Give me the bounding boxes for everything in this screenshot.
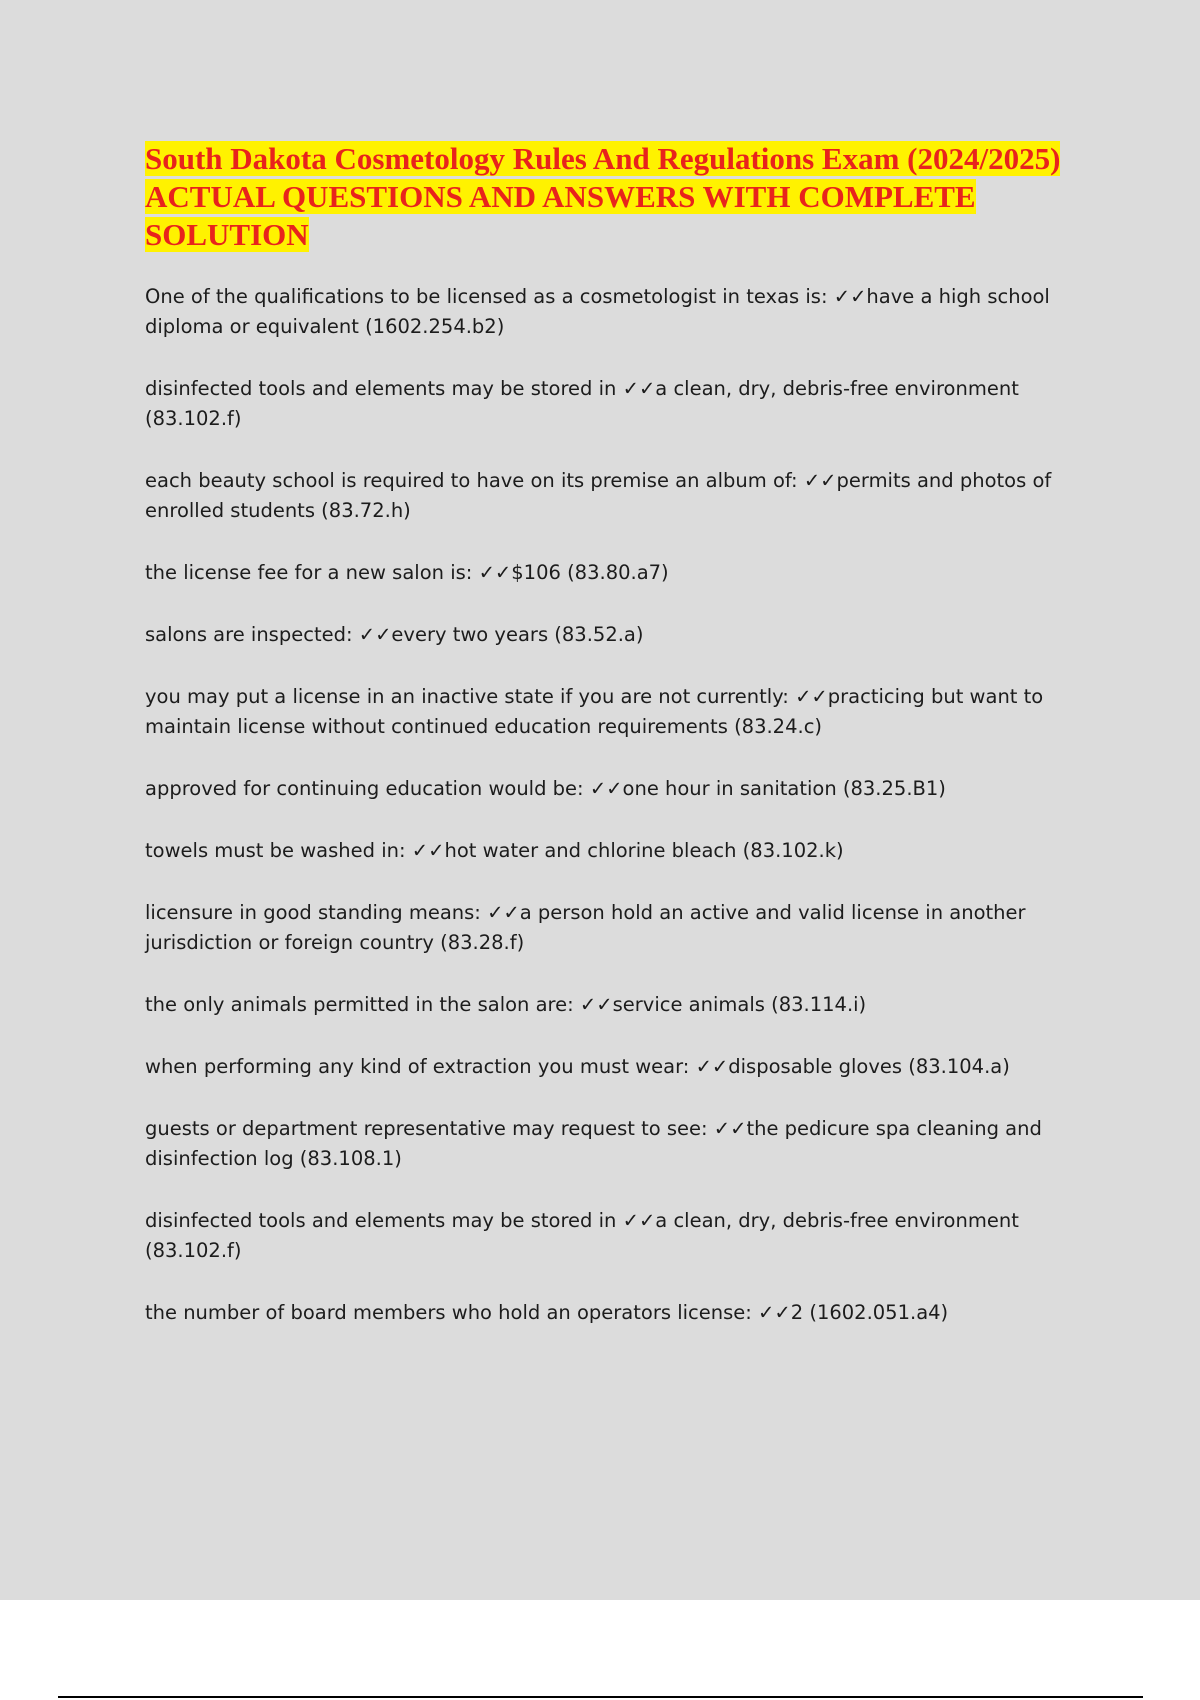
qa-item bbox=[145, 1298, 1065, 1328]
qa-item bbox=[145, 898, 1065, 958]
qa-item bbox=[145, 774, 1065, 804]
document-title bbox=[145, 140, 1065, 254]
qa-item bbox=[145, 682, 1065, 742]
qa-list bbox=[145, 282, 1065, 1328]
qa-question: towels must be washed in: bbox=[145, 839, 406, 862]
qa-question: the number of board members who hold an operators license: bbox=[145, 1301, 752, 1324]
qa-answer: $106 (83.80.a7) bbox=[511, 561, 669, 584]
qa-item bbox=[145, 374, 1065, 434]
qa-answer: hot water and chlorine bleach (83.102.k) bbox=[444, 839, 844, 862]
qa-item bbox=[145, 1052, 1065, 1082]
qa-question: you may put a license in an inactive state if you are not currently: bbox=[145, 685, 789, 708]
qa-answer: have a high school diploma or equivalent (1602.254.b2) bbox=[145, 285, 1057, 338]
checkmark-icon: ✓✓ bbox=[803, 469, 837, 492]
qa-answer: a person hold an active and valid license in another jurisdiction or foreign country (83.28.f) bbox=[145, 901, 1032, 954]
qa-question: salons are inspected: bbox=[145, 623, 353, 646]
qa-answer: a clean, dry, debris-free environment (83.102.f) bbox=[145, 1209, 1026, 1262]
qa-item bbox=[145, 620, 1065, 650]
qa-item bbox=[145, 466, 1065, 526]
qa-question: when performing any kind of extraction you must wear: bbox=[145, 1055, 690, 1078]
qa-item bbox=[145, 282, 1065, 342]
bottom-divider bbox=[58, 1696, 1143, 1698]
qa-answer: every two years (83.52.a) bbox=[391, 623, 644, 646]
qa-question: licensure in good standing means: bbox=[145, 901, 481, 924]
qa-question: guests or department representative may request to see: bbox=[145, 1117, 708, 1140]
checkmark-icon: ✓✓ bbox=[487, 901, 520, 924]
checkmark-icon: ✓✓ bbox=[758, 1301, 791, 1324]
checkmark-icon: ✓✓ bbox=[579, 993, 613, 1016]
checkmark-icon: ✓✓ bbox=[478, 561, 512, 584]
checkmark-icon: ✓✓ bbox=[833, 285, 867, 308]
checkmark-icon: ✓✓ bbox=[589, 777, 623, 800]
document-title-text: South Dakota Cosmetology Rules And Regulations Exam (2024/2025) ACTUAL QUESTIONS AND ANSWERS WITH COMPLETE SOLUTION bbox=[145, 141, 1061, 252]
qa-question: One of the qualifications to be licensed as a cosmetologist in texas is: bbox=[145, 285, 828, 308]
qa-item bbox=[145, 1206, 1065, 1266]
checkmark-icon: ✓✓ bbox=[622, 1209, 656, 1232]
checkmark-icon: ✓✓ bbox=[411, 839, 445, 862]
qa-answer: disposable gloves (83.104.a) bbox=[728, 1055, 1010, 1078]
qa-item bbox=[145, 558, 1065, 588]
qa-question: the license fee for a new salon is: bbox=[145, 561, 473, 584]
qa-answer: permits and photos of enrolled students (83.72.h) bbox=[145, 469, 1058, 522]
qa-question: each beauty school is required to have on its premise an album of: bbox=[145, 469, 798, 492]
qa-answer: 2 (1602.051.a4) bbox=[790, 1301, 949, 1324]
qa-item bbox=[145, 1114, 1065, 1174]
qa-question: disinfected tools and elements may be stored in bbox=[145, 1209, 617, 1232]
qa-answer: practicing but want to maintain license without continued education requirements (83.24.c) bbox=[145, 685, 1050, 738]
checkmark-icon: ✓✓ bbox=[622, 377, 656, 400]
qa-answer: a clean, dry, debris-free environment (83.102.f) bbox=[145, 377, 1026, 430]
qa-answer: one hour in sanitation (83.25.B1) bbox=[622, 777, 946, 800]
qa-answer: the pedicure spa cleaning and disinfection log (83.108.1) bbox=[145, 1117, 1049, 1170]
checkmark-icon: ✓✓ bbox=[795, 685, 828, 708]
qa-question: disinfected tools and elements may be stored in bbox=[145, 377, 617, 400]
checkmark-icon: ✓✓ bbox=[695, 1055, 729, 1078]
checkmark-icon: ✓✓ bbox=[358, 623, 392, 646]
qa-item bbox=[145, 836, 1065, 866]
qa-answer: service animals (83.114.i) bbox=[612, 993, 867, 1016]
document-content bbox=[145, 140, 1065, 1360]
qa-item bbox=[145, 990, 1065, 1020]
qa-question: approved for continuing education would be: bbox=[145, 777, 584, 800]
checkmark-icon: ✓✓ bbox=[713, 1117, 747, 1140]
qa-question: the only animals permitted in the salon are: bbox=[145, 993, 574, 1016]
